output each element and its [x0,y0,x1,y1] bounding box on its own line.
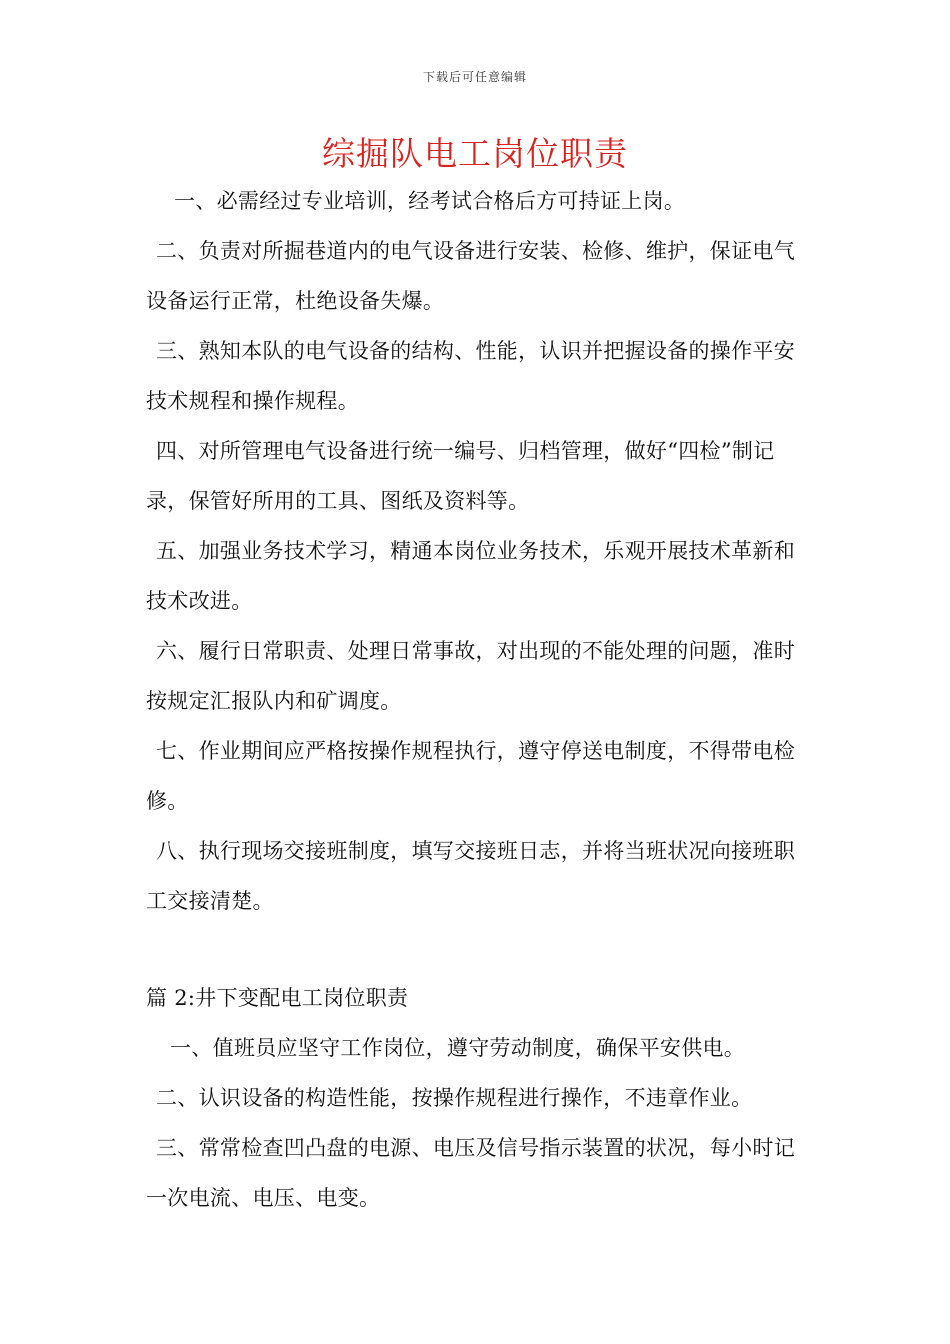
section-2-paragraph-2: 二、认识设备的构造性能，按操作规程进行操作，不违章作业。 [156,1086,753,1110]
duties-section-2 [146,973,814,1223]
duty-paragraph-3: 三、熟知本队的电气设备的结构、性能，认识并把握设备的操作平安技术规程和操作规程。 [146,339,795,413]
duties-section-1 [146,176,814,926]
duty-paragraph-6: 六、履行日常职责、处理日常事故，对出现的不能处理的问题，准时按规定汇报队内和矿调度。 [146,639,795,713]
duty-paragraph-1: 一、必需经过专业培训，经考试合格后方可持证上岗。 [174,189,686,213]
page-header-note: 下载后可任意编辑 [422,70,527,84]
duty-paragraph-7: 七、作业期间应严格按操作规程执行，遵守停送电制度，不得带电检修。 [146,739,795,813]
duty-paragraph-5: 五、加强业务技术学习，精通本岗位业务技术，乐观开展技术革新和技术改进。 [146,539,795,613]
section-2-paragraph-1: 一、值班员应坚守工作岗位，遵守劳动制度，确保平安供电。 [170,1036,746,1060]
section-2-heading: 篇 2:井下变配电工岗位职责 [146,986,409,1010]
section-2-paragraph-3: 三、常常检查凹凸盘的电源、电压及信号指示装置的状况，每小时记一次电流、电压、电变。 [146,1136,795,1210]
duty-paragraph-8: 八、执行现场交接班制度，填写交接班日志，并将当班状况向接班职工交接清楚。 [146,839,795,913]
document-title: 综掘队电工岗位职责 [322,134,628,173]
duty-paragraph-2: 二、负责对所掘巷道内的电气设备进行安装、检修、维护，保证电气设备运行正常，杜绝设备失爆。 [146,239,795,313]
duty-paragraph-4: 四、对所管理电气设备进行统一编号、归档管理，做好“四检”制记录，保管好所用的工具、图纸及资料等。 [146,439,775,513]
